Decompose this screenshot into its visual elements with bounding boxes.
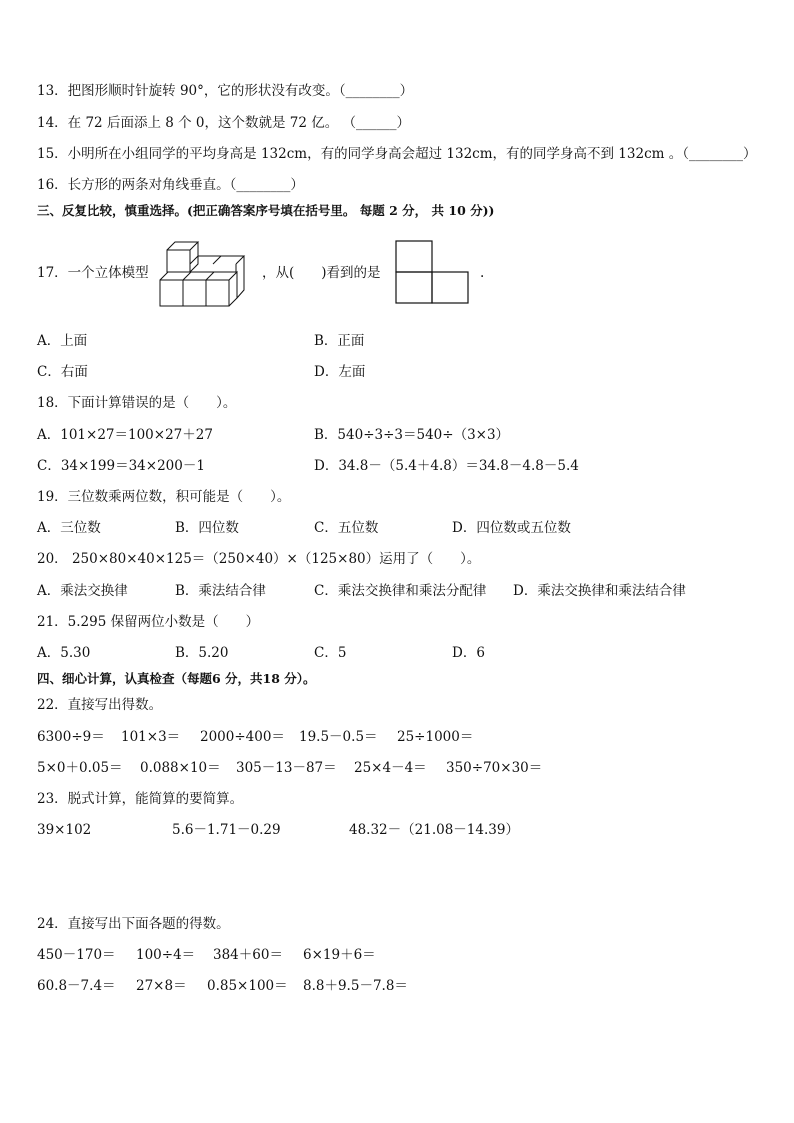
q24-item: 6×19＋6＝ — [303, 947, 376, 963]
q17-option-c: C．右面 — [37, 364, 88, 380]
q24-item: 100÷4＝ — [136, 947, 196, 963]
q18-option-d: D．34.8－（5.4＋4.8）＝34.8－4.8－5.4 — [314, 458, 579, 474]
question-23: 23．脱式计算，能简算的要简算。 — [37, 791, 244, 807]
q22-item: 25×4－4＝ — [354, 760, 427, 776]
q23-item: 48.32－（21.08－14.39） — [349, 822, 519, 838]
view-shape-figure — [395, 240, 469, 304]
q19-option-d: D．四位数或五位数 — [452, 520, 571, 536]
q20-option-b: B．乘法结合律 — [175, 583, 266, 599]
section-4-title: 四、细心计算，认真检查（每题6 分，共18 分）。 — [37, 671, 316, 686]
question-15: 15．小明所在小组同学的平均身高是 132cm，有的同学身高会超过 132cm，有的同学身高不到 132cm 。（________） — [37, 146, 757, 162]
q24-item: 450－170＝ — [37, 947, 116, 963]
q21-option-b: B．5.20 — [175, 645, 229, 661]
q18-option-c: C．34×199＝34×200－1 — [37, 458, 205, 474]
question-21: 21．5.295 保留两位小数是（ ） — [37, 614, 260, 630]
q23-item: 39×102 — [37, 822, 92, 838]
q18-option-a: A．101×27＝100×27＋27 — [37, 427, 213, 443]
q24-item: 27×8＝ — [136, 978, 187, 994]
q22-item: 101×3＝ — [121, 729, 181, 745]
q21-option-c: C．5 — [314, 645, 347, 661]
q19-option-c: C．五位数 — [314, 520, 379, 536]
question-14: 14．在 72 后面添上 8 个 0，这个数就是 72 亿。 （______） — [37, 115, 411, 131]
solid-model-figure — [158, 240, 248, 308]
question-19: 19．三位数乘两位数，积可能是（ ）。 — [37, 489, 291, 505]
q18-option-b: B．540÷3÷3＝540÷（3×3） — [314, 427, 510, 443]
q22-item: 305－13－87＝ — [236, 760, 337, 776]
q24-item: 60.8－7.4＝ — [37, 978, 116, 994]
question-17-middle: ，从( )看到的是 — [262, 265, 381, 281]
q22-item: 0.088×10＝ — [140, 760, 221, 776]
question-16: 16．长方形的两条对角线垂直。（________） — [37, 177, 304, 193]
q21-option-a: A．5.30 — [37, 645, 91, 661]
q19-option-b: B．四位数 — [175, 520, 239, 536]
q23-item: 5.6－1.71－0.29 — [172, 822, 281, 838]
question-22: 22．直接写出得数。 — [37, 697, 163, 713]
q20-option-d: D．乘法交换律和乘法结合律 — [513, 583, 686, 599]
q17-option-b: B．正面 — [314, 333, 365, 349]
question-17-prefix: 17．一个立体模型 — [37, 265, 149, 281]
q21-option-d: D．6 — [452, 645, 485, 661]
q17-option-a: A．上面 — [37, 333, 88, 349]
q22-item: 6300÷9＝ — [37, 729, 105, 745]
q22-item: 5×0＋0.05＝ — [37, 760, 123, 776]
q22-item: 25÷1000＝ — [397, 729, 474, 745]
q17-option-d: D．左面 — [314, 364, 366, 380]
q22-item: 350÷70×30＝ — [446, 760, 543, 776]
section-3-title: 三、反复比较，慎重选择。(把正确答案序号填在括号里。 每题 2 分， 共 10 分)) — [37, 203, 495, 218]
q22-item: 2000÷400＝ — [200, 729, 285, 745]
question-20: 20． 250×80×40×125＝（250×40）×（125×80）运用了（ ）。 — [37, 551, 481, 567]
q20-option-a: A．乘法交换律 — [37, 583, 128, 599]
q19-option-a: A．三位数 — [37, 520, 101, 536]
question-17-suffix: . — [480, 265, 485, 281]
q20-option-c: C．乘法交换律和乘法分配律 — [314, 583, 487, 599]
question-13: 13．把图形顺时针旋转 90°，它的形状没有改变。（________） — [37, 83, 414, 99]
q24-item: 384＋60＝ — [213, 947, 283, 963]
q24-item: 0.85×100＝ — [207, 978, 288, 994]
question-18: 18．下面计算错误的是（ ）。 — [37, 395, 237, 411]
question-24: 24．直接写出下面各题的得数。 — [37, 916, 230, 932]
q24-item: 8.8＋9.5－7.8＝ — [303, 978, 408, 994]
q22-item: 19.5－0.5＝ — [299, 729, 378, 745]
